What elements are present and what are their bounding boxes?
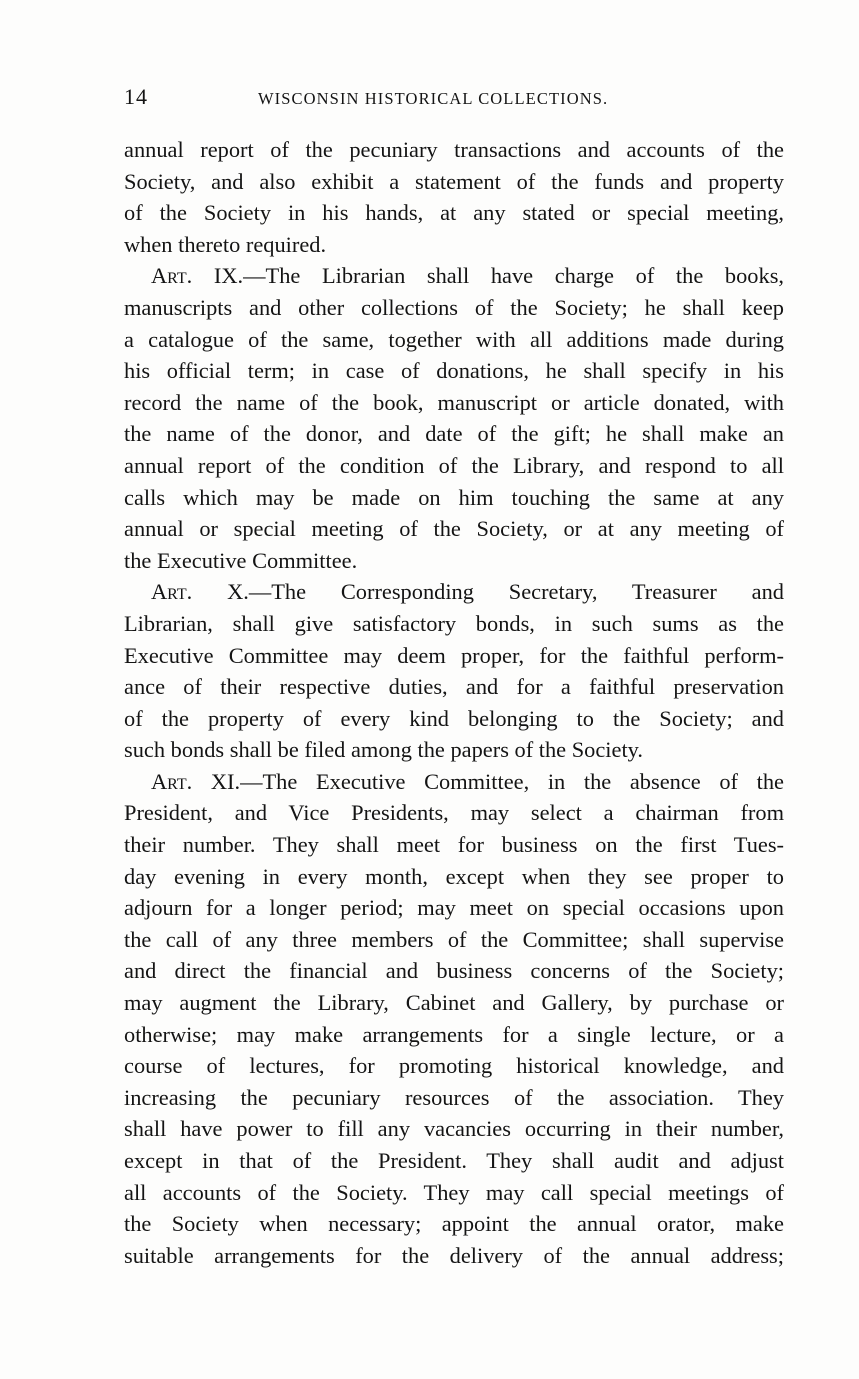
text-line: of the property of every kind belonging to the Society; and xyxy=(124,705,784,731)
text-line: manuscripts and other collections of the Society; he shall keep xyxy=(124,294,784,320)
text-line: increasing the pecuniary resources of the association. They xyxy=(124,1084,784,1110)
article-text: —The Corresponding Secretary, Treasurer and xyxy=(248,579,784,605)
text-line: of the Society in his hands, at any stated or special meeting, xyxy=(124,200,784,226)
text-line: record the name of the book, manuscript or article donated, with xyxy=(124,389,784,415)
text-line: except in that of the President. They shall audit and adjust xyxy=(124,1148,784,1173)
article-xi xyxy=(124,766,784,1272)
text-line: annual or special meeting of the Society, or at any meeting of xyxy=(124,516,784,542)
text-line: the Executive Committee. xyxy=(124,547,358,573)
text-line: their number. They shall meet for business on the first Tues- xyxy=(124,832,784,858)
article-label: Art. IX. xyxy=(151,263,244,289)
article-text: —The Librarian shall have charge of the books, xyxy=(243,263,784,289)
text-line: when thereto required. xyxy=(124,231,327,257)
text-line: Society, and also exhibit a statement of the funds and property xyxy=(124,168,784,194)
text-line: the call of any three members of the Committee; shall supervise xyxy=(124,926,784,952)
text-line: his official term; in case of donations, he shall specify in his xyxy=(124,358,784,384)
article-x xyxy=(124,576,784,766)
text-line: otherwise; may make arrangements for a single lecture, or a xyxy=(124,1021,784,1047)
text-line: adjourn for a longer period; may meet on special occasions upon xyxy=(124,895,784,921)
running-head xyxy=(124,84,784,118)
article-text: —The Executive Committee, in the absence of the xyxy=(240,768,784,794)
text-line: and direct the financial and business concerns of the Society; xyxy=(124,958,784,984)
paragraph-continuation xyxy=(124,134,784,260)
body-text xyxy=(124,134,784,1271)
article-first-line xyxy=(124,260,784,292)
text-line: suitable arrangements for the delivery of the annual address; xyxy=(124,1242,784,1268)
text-line: such bonds shall be filed among the papers of the Society. xyxy=(124,737,644,763)
text-line: annual report of the pecuniary transactions and accounts of the xyxy=(124,137,784,162)
text-line: course of lectures, for promoting historical knowledge, and xyxy=(124,1053,784,1079)
article-ix xyxy=(124,260,784,576)
text-line: Executive Committee may deem proper, for the faithful perform- xyxy=(124,642,784,668)
text-line: President, and Vice Presidents, may select a chairman from xyxy=(124,800,784,826)
text-line: annual report of the condition of the Library, and respond to all xyxy=(124,452,784,478)
text-line: all accounts of the Society. They may call special meetings of xyxy=(124,1179,784,1205)
text-line: may augment the Library, Cabinet and Gallery, by purchase or xyxy=(124,990,784,1016)
text-line: a catalogue of the same, together with all additions made during xyxy=(124,326,784,352)
text-line: the name of the donor, and date of the gift; he shall make an xyxy=(124,421,784,447)
text-line: Librarian, shall give satisfactory bonds, in such sums as the xyxy=(124,610,784,636)
text-line: shall have power to fill any vacancies occurring in their number, xyxy=(124,1116,784,1142)
text-line: calls which may be made on him touching the same at any xyxy=(124,484,784,510)
article-label: Art. XI. xyxy=(151,768,241,794)
article-first-line xyxy=(124,766,784,798)
article-label: Art. X. xyxy=(151,579,249,605)
article-first-line xyxy=(124,576,784,608)
text-line: ance of their respective duties, and for a faithful preservation xyxy=(124,674,784,700)
running-title: WISCONSIN HISTORICAL COLLECTIONS. xyxy=(258,89,609,108)
text-line: day evening in every month, except when they see proper to xyxy=(124,863,784,889)
page-number: 14 xyxy=(124,84,148,109)
text-line: the Society when necessary; appoint the annual orator, make xyxy=(124,1211,784,1237)
